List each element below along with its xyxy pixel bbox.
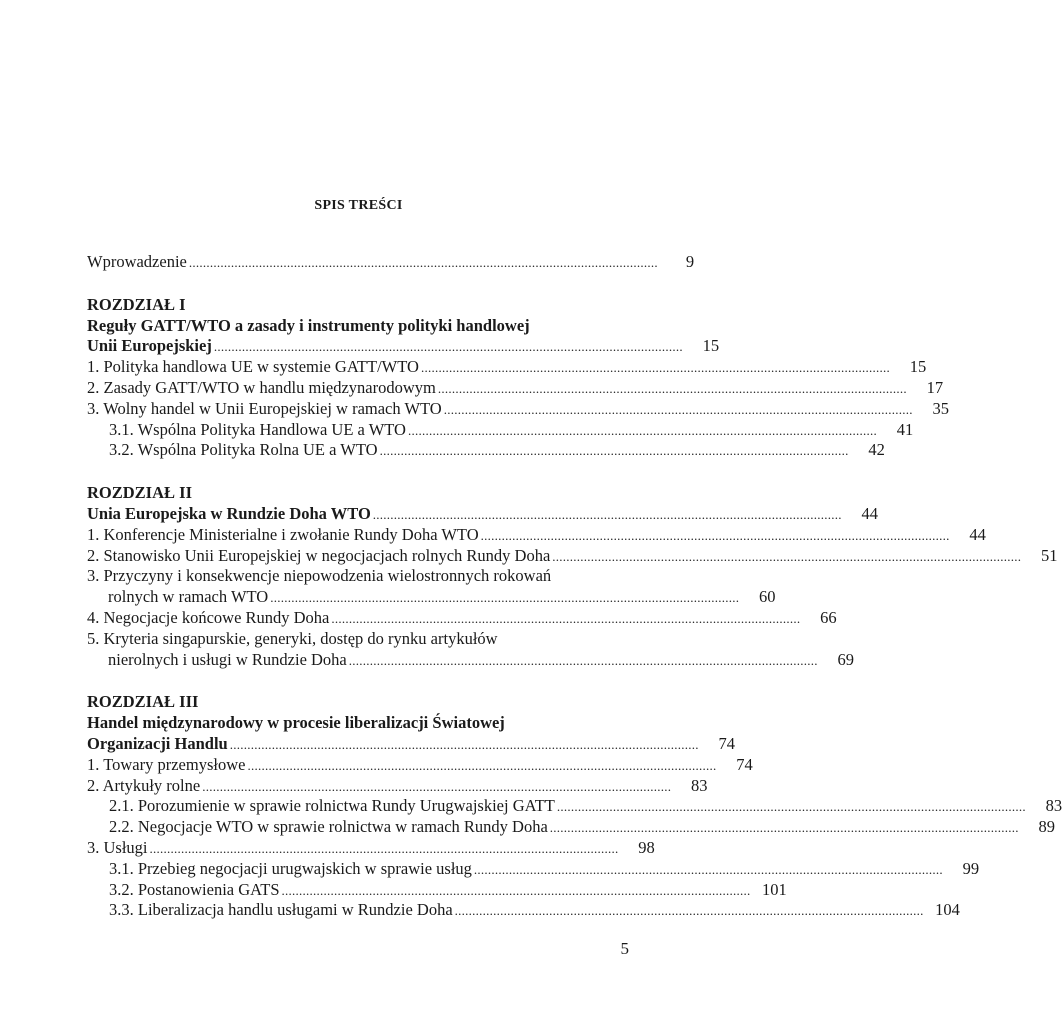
leader-dots (214, 336, 681, 358)
leader-dots (189, 252, 656, 274)
toc-entry: 3. Usługi . . . 98 (87, 838, 630, 859)
leader-dots (557, 796, 1024, 818)
toc-entry-continuation: rolnych w ramach WTO . . . 60 (87, 587, 630, 608)
leader-dots (550, 817, 1017, 839)
toc-entry: 2. Artykuły rolne . . . 83 (87, 776, 630, 797)
toc-entry: 1. Polityka handlowa UE w systemie GATT/WTO . . . 15 (87, 357, 630, 378)
leader-dots (349, 650, 816, 672)
toc-entry: 1. Towary przemysłowe . . . 74 (87, 755, 630, 776)
toc-entry-page: 15 (702, 336, 720, 356)
chapter-heading: ROZDZIAŁ II (87, 483, 192, 503)
toc-entry: 3. Wolny handel w Unii Europejskiej w ramach WTO . . . 35 (87, 399, 630, 420)
toc-entry: 3. Przyczyny i konsekwencje niepowodzenia wielostronnych rokowań (87, 566, 552, 586)
toc-entry-page: 9 (685, 252, 695, 271)
toc-subentry: 3.3. Liberalizacja handlu usługami w Rundzie Doha . . . 104 (87, 900, 630, 921)
chapter-title: Handel międzynarodowy w procesie liberalizacji Światowej (87, 713, 505, 733)
toc-entry: 4. Negocjacje końcowe Rundy Doha . . . 66 (87, 608, 630, 629)
leader-dots (552, 546, 1019, 568)
toc-entry: 1. Konferencje Ministerialne i zwołanie Rundy Doha WTO . . . 44 (87, 525, 630, 546)
leader-dots (455, 900, 922, 922)
toc-entry-intro (87, 252, 695, 273)
chapter-title: Organizacji Handlu . . . 74 (87, 734, 630, 755)
page-title: SPIS TREŚCI (314, 198, 403, 213)
leader-dots (408, 420, 875, 442)
toc-entry: 2. Zasady GATT/WTO w handlu międzynarodowym . . . 17 (87, 378, 630, 399)
leader-dots (331, 608, 798, 630)
leader-dots (282, 880, 749, 902)
chapter-title: Unii Europejskiej . . . 15 (87, 336, 630, 357)
toc-subentry: 2.1. Porozumienie w sprawie rolnictwa Rundy Urugwajskiej GATT . . . 83 (87, 796, 630, 817)
toc-subentry: 3.2. Wspólna Polityka Rolna UE a WTO . . . 42 (87, 440, 630, 461)
leader-dots (380, 440, 847, 462)
toc-subentry: 2.2. Negocjacje WTO w sprawie rolnictwa w ramach Rundy Doha . . . 89 (87, 817, 630, 838)
chapter-heading: ROZDZIAŁ III (87, 692, 199, 712)
toc-entry: 5. Kryteria singapurskie, generyki, dostęp do rynku artykułów (87, 628, 498, 648)
chapter-title: Unia Europejska w Rundzie Doha WTO . . . 44 (87, 504, 630, 525)
leader-dots (474, 859, 941, 881)
toc-subentry: 3.2. Postanowienia GATS . . . 101 (87, 880, 630, 901)
leader-dots (247, 755, 714, 777)
chapter-title: Reguły GATT/WTO a zasady i instrumenty polityki handlowej (87, 315, 530, 335)
table-of-contents (87, 252, 1062, 921)
toc-entry-continuation: nierolnych i usługi w Rundzie Doha . . . 69 (87, 650, 630, 671)
toc-subentry: 3.1. Przebieg negocjacji urugwajskich w sprawie usług . . . 99 (87, 859, 630, 880)
chapter-heading: ROZDZIAŁ I (87, 294, 186, 314)
leader-dots (230, 734, 697, 756)
leader-dots (202, 776, 669, 798)
leader-dots (481, 525, 948, 547)
page-number: 5 (620, 939, 629, 958)
leader-dots (150, 838, 617, 860)
toc-subentry: 3.1. Wspólna Polityka Handlowa UE a WTO . . . 41 (87, 420, 630, 441)
toc-entry: 2. Stanowisko Unii Europejskiej w negocjacjach rolnych Rundy Doha . . . 51 (87, 546, 630, 567)
leader-dots (373, 504, 840, 526)
leader-dots (444, 399, 911, 421)
toc-entry-label: Wprowadzenie (87, 252, 187, 271)
leader-dots (421, 357, 888, 379)
leader-dots (270, 587, 737, 609)
leader-dots (438, 378, 905, 400)
